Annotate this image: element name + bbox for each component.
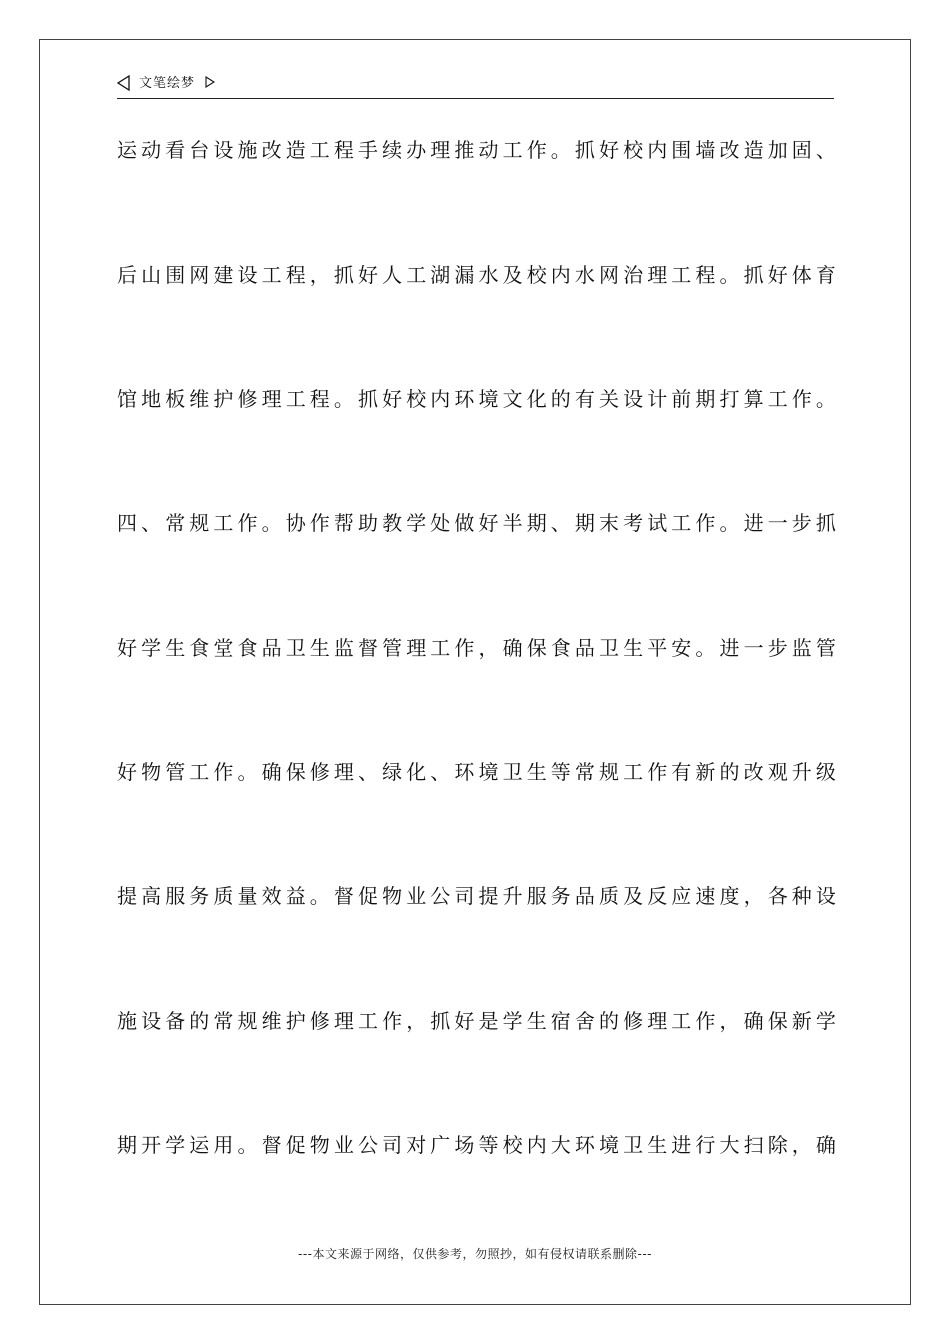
page-border [39, 39, 911, 1305]
body-text-line: 运动看台设施改造工程手续办理推动工作。抓好校内围墙改造加固、 [117, 138, 840, 162]
body-text-line: 好物管工作。确保修理、绿化、环境卫生等常规工作有新的改观升级 [117, 760, 840, 784]
body-text-line: 后山围网建设工程，抓好人工湖漏水及校内水网治理工程。抓好体育 [117, 263, 840, 287]
header-title: 文笔绘梦 [139, 76, 196, 91]
body-text-line: 施设备的常规维护修理工作，抓好是学生宿舍的修理工作，确保新学 [117, 1009, 840, 1033]
body-text-line: 四、常规工作。协作帮助教学处做好半期、期末考试工作。进一步抓 [117, 511, 840, 535]
page-header [117, 74, 834, 99]
body-text-line: 提高服务质量效益。督促物业公司提升服务品质及反应速度，各种设 [117, 884, 840, 908]
body-text-line: 期开学运用。督促物业公司对广场等校内大环境卫生进行大扫除，确 [117, 1133, 840, 1157]
footer-disclaimer: ---本文来源于网络，仅供参考，勿照抄，如有侵权请联系删除--- [298, 1247, 652, 1261]
triangle-right-outline-icon [205, 76, 215, 88]
body-text-line: 馆地板维护修理工程。抓好校内环境文化的有关设计前期打算工作。 [117, 387, 840, 411]
triangle-left-outline-icon [117, 75, 131, 91]
body-text-line: 好学生食堂食品卫生监督管理工作，确保食品卫生平安。进一步监管 [117, 636, 840, 660]
